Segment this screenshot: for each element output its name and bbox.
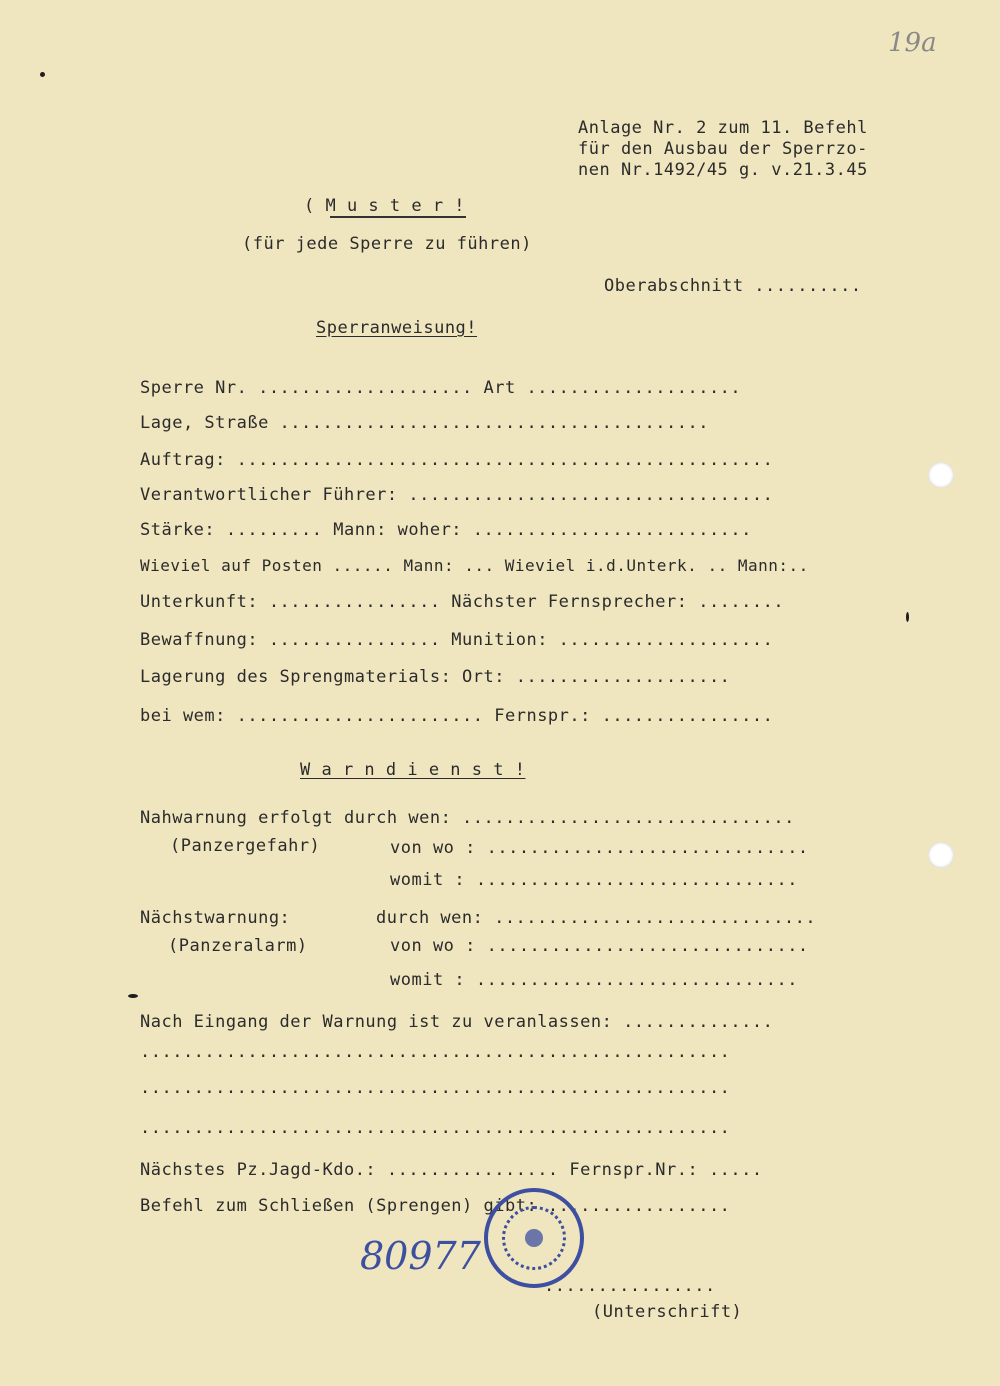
field-bei-wem: bei wem: ....................... Fernspr.: ................: [140, 706, 774, 726]
page-mark: 19a: [888, 28, 937, 58]
archive-number: 80977: [360, 1234, 481, 1278]
field-unterkunft: Unterkunft: ................ Nächster Fernsprecher: ........: [140, 592, 785, 612]
signature-caption: (Unterschrift): [592, 1302, 743, 1322]
nach-eingang-field: Nach Eingang der Warnung ist zu veranlassen: ..............: [140, 1012, 774, 1032]
blank-line-2: .......................................................: [140, 1078, 731, 1098]
field-lagerung: Lagerung des Sprengmaterials: Ort: ....................: [140, 667, 731, 687]
muster-title: ( M u s t e r !: [304, 196, 466, 216]
nahwarnung-von-wo: von wo : ..............................: [390, 838, 809, 858]
ink-speck: [128, 994, 138, 998]
field-staerke: Stärke: ......... Mann: woher: ..........................: [140, 520, 752, 540]
field-sperre-nr: Sperre Nr. .................... Art ....................: [140, 378, 742, 398]
field-auftrag: Auftrag: ..................................................: [140, 450, 774, 470]
stamp-emblem: [525, 1229, 543, 1247]
blank-line-3: .......................................................: [140, 1118, 731, 1138]
field-lage-strasse: Lage, Straße ........................................: [140, 413, 709, 433]
naechstwarnung-label: Nächstwarnung:: [140, 908, 291, 928]
reference-line-2: für den Ausbau der Sperrzo-: [578, 139, 868, 159]
naechstwarnung-womit: womit : ..............................: [390, 970, 798, 990]
stamp-inner-ring: [502, 1206, 566, 1270]
naechstwarnung-sub: (Panzeralarm): [168, 936, 308, 956]
naechstwarnung-von-wo: von wo : ..............................: [390, 936, 809, 956]
nahwarnung-durch-wen: Nahwarnung erfolgt durch wen: ...............................: [140, 808, 795, 828]
field-bewaffnung: Bewaffnung: ................ Munition: ....................: [140, 630, 774, 650]
signature-line: ................: [544, 1276, 716, 1296]
pz-jagd-kdo-field: Nächstes Pz.Jagd-Kdo.: ................ Fernspr.Nr.: .....: [140, 1160, 763, 1180]
reference-line-3: nen Nr.1492/45 g. v.21.3.45: [578, 160, 868, 180]
befehl-schliessen-field: Befehl zum Schließen (Sprengen) gibt: .................: [140, 1196, 731, 1216]
muster-note: (für jede Sperre zu führen): [242, 234, 532, 254]
field-verantwortlicher-fuehrer: Verantwortlicher Führer: ..................................: [140, 485, 774, 505]
oberabschnitt-field: Oberabschnitt ..........: [604, 276, 862, 296]
nahwarnung-womit: womit : ..............................: [390, 870, 798, 890]
field-wieviel-posten: Wieviel auf Posten ...... Mann: ... Wieviel i.d.Unterk. .. Mann:..: [140, 556, 809, 575]
punch-hole-top: [928, 462, 954, 488]
nahwarnung-sub: (Panzergefahr): [170, 836, 321, 856]
archive-stamp-seal: [484, 1188, 584, 1288]
warndienst-heading: W a r n d i e n s t !: [300, 760, 526, 780]
ink-speck: [40, 72, 45, 77]
punch-hole-bottom: [928, 842, 954, 868]
naechstwarnung-durch-wen: durch wen: ..............................: [376, 908, 817, 928]
reference-line-1: Anlage Nr. 2 zum 11. Befehl: [578, 118, 868, 138]
ink-speck: [906, 612, 909, 622]
blank-line-1: .......................................................: [140, 1042, 731, 1062]
sperranweisung-heading: Sperranweisung!: [316, 318, 478, 338]
muster-underline: [330, 216, 466, 218]
